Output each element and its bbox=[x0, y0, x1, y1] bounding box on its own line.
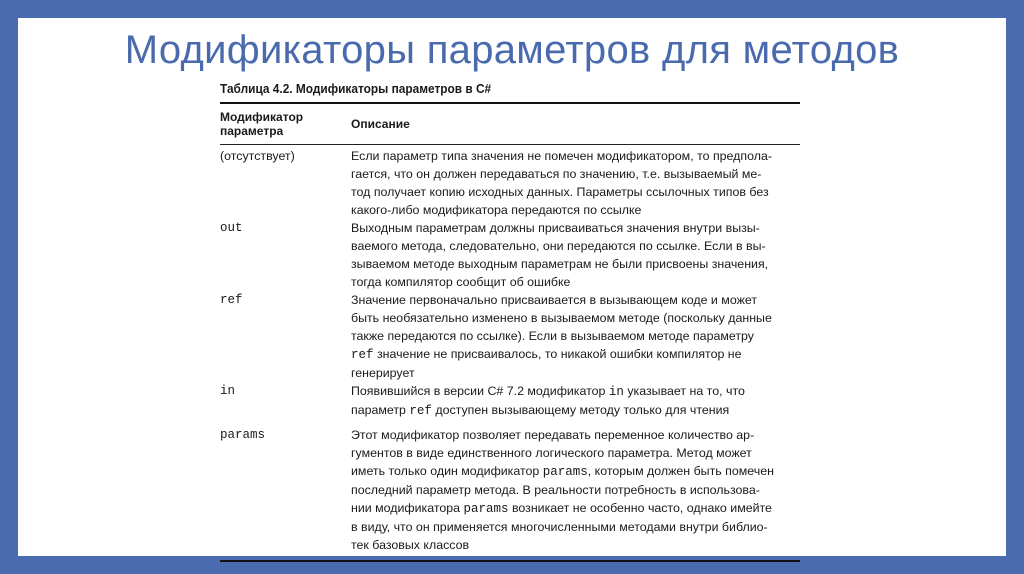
description-line bbox=[351, 219, 800, 237]
text-segment: также передаются по ссылке). Если в вызываемом методе параметру bbox=[351, 329, 754, 343]
text-segment: тогда компилятор сообщит об ошибке bbox=[351, 275, 571, 289]
table-row bbox=[220, 420, 800, 554]
description-line bbox=[351, 426, 800, 444]
text-segment: нии модификатора bbox=[351, 501, 464, 515]
description-line bbox=[351, 327, 800, 345]
text-segment: , которым должен быть помечен bbox=[587, 464, 774, 478]
description-line bbox=[351, 183, 800, 201]
code-keyword: params bbox=[463, 502, 509, 516]
text-segment: тод получает копию исходных данных. Параметры ссылочных типов без bbox=[351, 185, 769, 199]
text-segment: ваемого метода, следовательно, они передаются по ссылке. Если в вы- bbox=[351, 239, 766, 253]
table-bottom-rule bbox=[220, 560, 800, 562]
text-segment: зываемом методе выходным параметрам не были присвоены значения, bbox=[351, 257, 769, 271]
description-line bbox=[351, 499, 800, 518]
modifiers-table bbox=[220, 80, 800, 562]
description-line bbox=[351, 165, 800, 183]
description-cell bbox=[351, 426, 800, 554]
modifier-cell: params bbox=[220, 428, 266, 442]
text-segment: Этот модификатор позволяет передавать переменное количество ар- bbox=[351, 428, 755, 442]
description-cell bbox=[351, 219, 800, 291]
text-segment: возникает не особенно часто, однако имейте bbox=[508, 501, 772, 515]
table-row bbox=[220, 291, 800, 382]
text-segment: гается, что он должен передаваться по значению, т.е. вызываемый ме- bbox=[351, 167, 762, 181]
modifier-cell: ref bbox=[220, 293, 243, 307]
description-line bbox=[351, 291, 800, 309]
code-keyword: params bbox=[542, 465, 588, 479]
description-line bbox=[351, 364, 800, 382]
header-modifier: Модификатор параметра bbox=[220, 110, 304, 138]
description-line bbox=[351, 444, 800, 462]
description-line bbox=[351, 518, 800, 536]
description-line bbox=[351, 345, 800, 364]
modifier-cell: in bbox=[220, 384, 236, 398]
description-line bbox=[351, 255, 800, 273]
description-line bbox=[351, 536, 800, 554]
table-row bbox=[220, 382, 800, 420]
modifier-cell: out bbox=[220, 221, 243, 235]
text-segment: иметь только один модификатор bbox=[351, 464, 543, 478]
text-segment: гументов в виде единственного логического параметра. Метод может bbox=[351, 446, 752, 460]
table-row bbox=[220, 219, 800, 291]
text-segment: доступен вызывающему методу только для чтения bbox=[431, 403, 730, 417]
text-segment: в виду, что он применяется многочисленными методами внутри библио- bbox=[351, 520, 768, 534]
code-keyword: ref bbox=[409, 404, 432, 418]
description-cell bbox=[351, 147, 800, 219]
text-segment: какого-либо модификатора передаются по ссылке bbox=[351, 203, 642, 217]
header-description: Описание bbox=[351, 117, 410, 131]
description-line bbox=[351, 147, 800, 165]
description-line bbox=[351, 382, 800, 401]
code-keyword: ref bbox=[351, 348, 374, 362]
text-segment: последний параметр метода. В реальности потребность в использова- bbox=[351, 483, 760, 497]
table-caption: Таблица 4.2. Модификаторы параметров в C# bbox=[220, 82, 492, 96]
table-header bbox=[220, 104, 800, 144]
text-segment: Если параметр типа значения не помечен модификатором, то предпола- bbox=[351, 149, 772, 163]
text-segment: тек базовых классов bbox=[351, 538, 470, 552]
text-segment: значение не присваивалось, то никакой ошибки компилятор не bbox=[373, 347, 742, 361]
description-line bbox=[351, 201, 800, 219]
description-line bbox=[351, 462, 800, 481]
slide bbox=[18, 18, 1006, 556]
description-line bbox=[351, 309, 800, 327]
description-line bbox=[351, 401, 800, 420]
table-row bbox=[220, 147, 800, 219]
text-segment: Выходным параметрам должны присваиваться значения внутри вызы- bbox=[351, 221, 760, 235]
text-segment: Появившийся в версии C# 7.2 модификатор bbox=[351, 384, 609, 398]
table-body bbox=[220, 145, 800, 560]
modifier-cell: (отсутствует) bbox=[220, 149, 295, 163]
text-segment: быть необязательно изменено в вызываемом методе (поскольку данные bbox=[351, 311, 772, 325]
description-cell bbox=[351, 382, 800, 420]
text-segment: Значение первоначально присваивается в вызывающем коде и может bbox=[351, 293, 758, 307]
text-segment: параметр bbox=[351, 403, 410, 417]
text-segment: указывает на то, что bbox=[623, 384, 745, 398]
description-cell bbox=[351, 291, 800, 382]
description-line bbox=[351, 481, 800, 499]
text-segment: генерирует bbox=[351, 366, 415, 380]
slide-title: Модификаторы параметров для методов bbox=[124, 28, 900, 72]
description-line bbox=[351, 237, 800, 255]
code-keyword: in bbox=[608, 385, 624, 399]
description-line bbox=[351, 273, 800, 291]
